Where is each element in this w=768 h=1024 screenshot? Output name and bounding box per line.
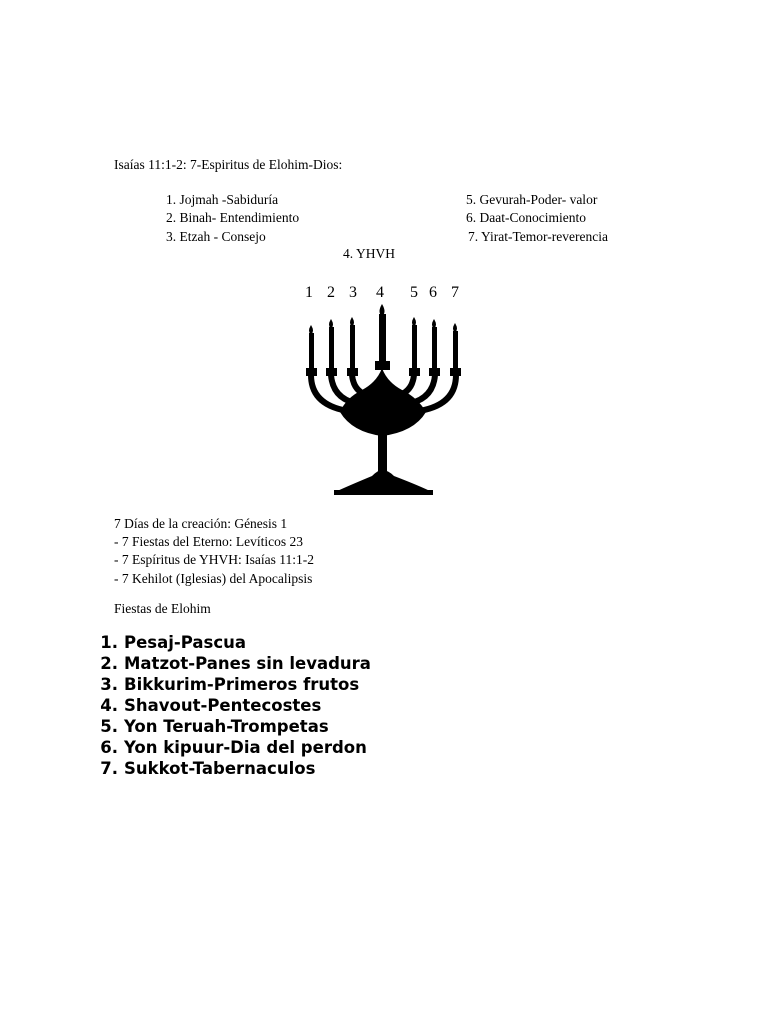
- feast-number: 4.: [100, 696, 118, 715]
- feast-text: Shavout-Pentecostes: [124, 696, 322, 715]
- feasts-title: Fiestas de Elohim: [114, 601, 211, 616]
- feast-number: 6.: [100, 738, 118, 757]
- feast-text: Sukkot-Tabernaculos: [124, 759, 316, 778]
- sevens-line-1: 7 Días de la creación: Génesis 1: [114, 516, 288, 531]
- feast-number: 3.: [100, 675, 118, 694]
- sevens-line-2: - 7 Fiestas del Eterno: Levíticos 23: [114, 534, 303, 549]
- feast-number: 2.: [100, 654, 118, 673]
- feast-item: [96, 695, 321, 716]
- feast-text: Matzot-Panes sin levadura: [124, 654, 371, 673]
- menorah-label-5: 5: [410, 284, 418, 301]
- spirit-2: 2. Binah- Entendimiento: [166, 210, 300, 225]
- sevens-line-3: - 7 Espíritus de YHVH: Isaías 11:1-2: [114, 552, 314, 567]
- spirit-7: 7. Yirat-Temor-reverencia: [468, 229, 608, 244]
- feast-item: [96, 653, 371, 674]
- menorah-label-7: 7: [451, 284, 459, 301]
- spirit-3: 3. Etzah - Consejo: [166, 229, 266, 244]
- menorah-label-6: 6: [429, 284, 437, 301]
- menorah-label-4: 4: [376, 284, 384, 301]
- feast-text: Bikkurim-Primeros frutos: [124, 675, 360, 694]
- feast-item: [96, 674, 359, 695]
- menorah-label-1: 1: [305, 284, 313, 301]
- menorah-label-3: 3: [349, 284, 357, 301]
- menorah-label-2: 2: [327, 284, 335, 301]
- feast-number: 7.: [100, 759, 118, 778]
- sevens-line-4: - 7 Kehilot (Iglesias) del Apocalipsis: [114, 571, 313, 586]
- feast-text: Pesaj-Pascua: [124, 633, 247, 652]
- heading: Isaías 11:1-2: 7-Espiritus de Elohim-Dios:: [114, 157, 343, 172]
- spirit-4: 4. YHVH: [343, 246, 395, 261]
- spirit-5: 5. Gevurah-Poder- valor: [466, 192, 598, 207]
- feast-number: 5.: [100, 717, 118, 736]
- spirit-6: 6. Daat-Conocimiento: [466, 210, 586, 225]
- feast-item: [96, 716, 329, 737]
- spirit-1: 1. Jojmah -Sabiduría: [166, 192, 279, 207]
- menorah-icon: [300, 300, 470, 505]
- feast-item: [96, 737, 367, 758]
- feast-item: [96, 758, 315, 779]
- feast-item: [96, 632, 246, 653]
- feast-text: Yon Teruah-Trompetas: [124, 717, 329, 736]
- feast-text: Yon kipuur-Dia del perdon: [124, 738, 367, 757]
- feast-number: 1.: [100, 633, 118, 652]
